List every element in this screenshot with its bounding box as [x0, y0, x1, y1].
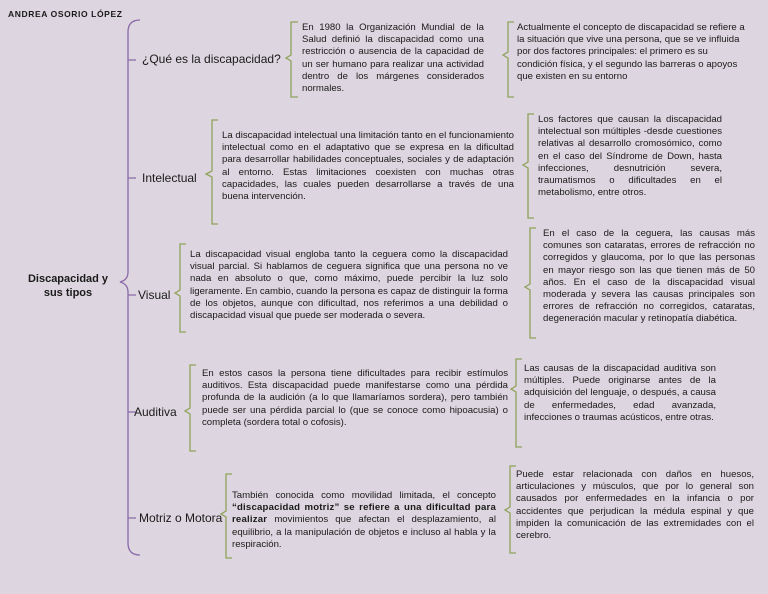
definition-auditiva: En estos casos la persona tiene dificultades para recibir estímulos auditivos. Esta discapacidad puede manifestarse como una pérdida profunda de la audición (a lo que llamaríamos sordera), pero también puede ser una pérdida parcial lo (que se conoce como hipoacusia) o completa (sordera total o cofosis). — [202, 368, 508, 428]
definition-motriz: También conocida como movilidad limitada, el concepto “discapacidad motriz” se refiere a una dificultad para realizar movimientos que afectan el desplazamiento, al equilibrio, a la manipulación de objetos e incluso al habla y la respiración. — [232, 490, 496, 550]
branch-label-que-es: ¿Qué es la discapacidad? — [142, 52, 281, 66]
definition-visual: La discapacidad visual engloba tanto la ceguera como la discapacidad visual parcial. Si hablamos de ceguera significa que una persona no ve nada en absoluto o que, como máximo, puede percibir la luz solo ligeramente. En cambio, cuando la persona es capaz de distinguir la forma de los objetos, aunque con dificultad, nos referimos a una debilidad o discapacidad visual que puede ser moderada o severa. — [190, 249, 508, 322]
author-name: ANDREA OSORIO LÓPEZ — [8, 9, 123, 19]
definition-que-es: En 1980 la Organización Mundial de la Salud definió la discapacidad como una restricción o ausencia de la capacidad de un ser humano para realizar una actividad dentro de los márgenes considerados normales. — [302, 22, 484, 95]
detail-intelectual: Los factores que causan la discapacidad intelectual son múltiples -desde cuestiones relativas al desarrollo cromosómico, como en el caso del Síndrome de Down, hasta infecciones, desnutrición severa, traumatismos o dificultades en el metabolismo, entre otros. — [538, 114, 722, 199]
root-brace — [120, 20, 140, 555]
detail-auditiva: Las causas de la discapacidad auditiva son múltiples. Puede originarse antes de la adquisición del lenguaje, o después, a causa de enfermedades, edad avanzada, infecciones o traumas acústicos, entre otras. — [524, 363, 716, 423]
detail-visual: En el caso de la ceguera, las causas más comunes son cataratas, errores de refracción no corregidos y glaucoma, por lo que las personas en mayor riesgo son las que tienen más de 50 años. En el caso de la discapacidad visual moderada y severa las causas principales son errores de refracción no corregidos, cataratas, degeneración macular y retinopatía diabética. — [543, 228, 755, 325]
branch-label-visual: Visual — [138, 288, 171, 302]
root-node: Discapacidad y sus tipos — [27, 273, 109, 299]
definition-intelectual: La discapacidad intelectual una limitación tanto en el funcionamiento intelectual como en el adaptativo que se expresa en la dificultad para desarrollar habilidades conceptuales, sociales y de adaptación al entorno. Estas limitaciones coexisten con muchas otras capacidades, las cuales pueden desarrollarse a través de una buena intervención. — [222, 130, 514, 203]
detail-que-es: Actualmente el concepto de discapacidad se refiere a la situación que vive una persona, que se ve influida por dos factores principales: el primero es su condición física, y el segundo las barreras o apoyos que existen en su entorno — [517, 22, 745, 82]
branch-label-auditiva: Auditiva — [134, 405, 177, 419]
branch-label-motriz: Motriz o Motora — [139, 511, 223, 525]
detail-motriz: Puede estar relacionada con daños en huesos, articulaciones y músculos, que por lo general son causados por enfermedades en la infancia o por accidentes que perjudican la médula espinal y que impiden la comunicación de las extremidades con el cerebro. — [516, 469, 754, 542]
branch-label-intelectual: Intelectual — [142, 171, 197, 185]
